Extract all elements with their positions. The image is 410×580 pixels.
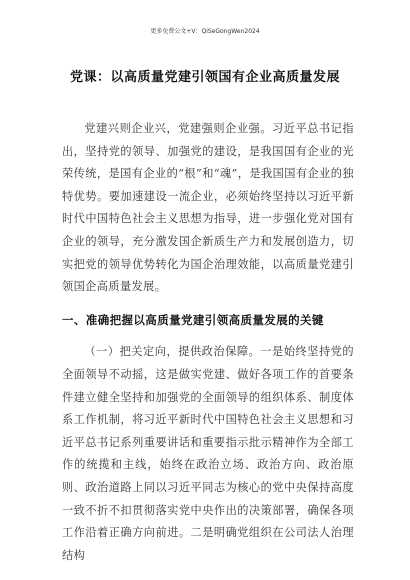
section-heading: 一、准确把握以高质量党建引领高质量发展的关键 — [62, 312, 324, 327]
header-note: 更多免费公文+V：QiSeGongWen2024 — [150, 28, 260, 35]
intro-paragraph: 党建兴则企业兴，党建强则企业强。习近平总书记指出，坚持党的领导、加强党的建设，是我国国有企业的光荣传统，是国有企业的“根”和“魂”，是我国国有企业的独特优势。要加速建设一流企业，必须始终坚持以习近平新时代中国特色社会主义思想为指导，进一步强化党对国有企业的领导，充分激发国企新质生产力和发展创造力，切实把党的领导优势转化为国企治理效能，以高质量党建引领国企高质量发展。 — [62, 122, 354, 294]
section-paragraph: （一）把关定向，提供政治保障。一是始终坚持党的全面领导不动摇，这是做实党建、做好各项工作的首要条件建立健全坚持和加强党的全面领导的组织体系、制度体系工作机制，将习近平新时代中国特色社会主义思想和习近平总书记系列重要讲话和重要指示批示精神作为全部工作的统揽和主线，始终在政治立场、政治方向、政治原则、政治道路上同以习近平同志为核心的党中央保持高度一致不折不扣贯彻落实党中央作出的决策部署，确保各项工作沿着正确方向前进。二是明确党组织在公司法人治理结构 — [62, 345, 354, 562]
document-body — [62, 118, 354, 567]
document-title: 党课：以高质量党建引领国有企业高质量发展 — [69, 70, 340, 85]
